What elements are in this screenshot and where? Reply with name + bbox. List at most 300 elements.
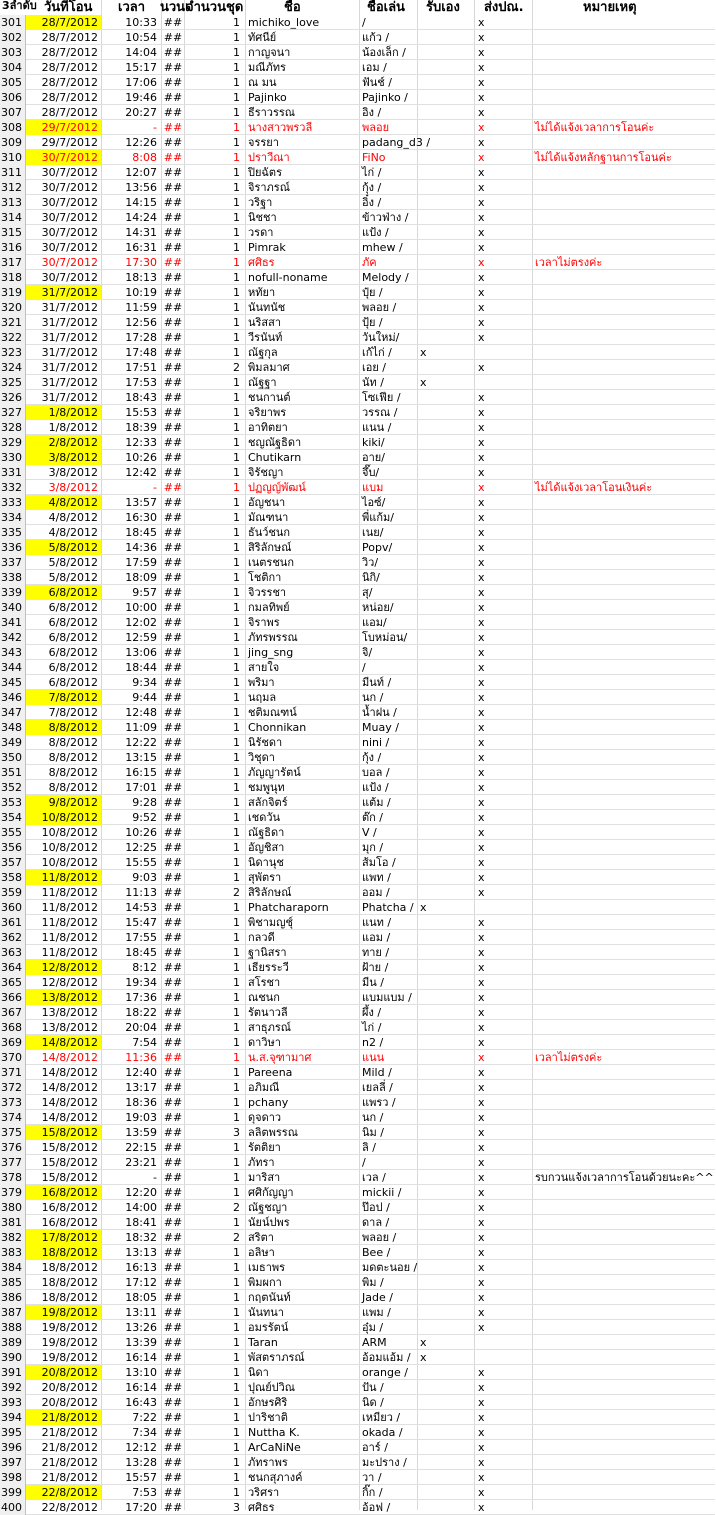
time-cell[interactable]: 18:05	[125, 1291, 157, 1304]
row-number[interactable]: 342	[0, 630, 26, 645]
nickname-cell[interactable]: เก้ไก่ /	[362, 346, 392, 359]
date-cell[interactable]: 4/8/2012	[48, 526, 98, 539]
time-cell[interactable]: 12:02	[125, 616, 157, 629]
date-cell[interactable]: 30/7/2012	[41, 166, 98, 179]
nickname-cell[interactable]: Jade /	[362, 1291, 393, 1304]
nickname-cell[interactable]: เอย /	[362, 361, 387, 374]
quantity-cell[interactable]: 1	[233, 31, 240, 44]
ship-cell[interactable]: x	[478, 181, 485, 194]
name-cell[interactable]: ดุจดาว	[248, 1111, 282, 1124]
hash-cell[interactable]: ##	[163, 1306, 183, 1319]
time-cell[interactable]: 9:57	[132, 586, 157, 599]
quantity-cell[interactable]: 1	[233, 901, 240, 914]
date-cell[interactable]: 7/8/2012	[48, 706, 98, 719]
note-cell[interactable]	[534, 765, 716, 780]
note-cell[interactable]	[534, 720, 716, 735]
row-number[interactable]: 389	[0, 1335, 26, 1350]
date-cell[interactable]: 10/8/2012	[41, 856, 98, 869]
hash-cell[interactable]: ##	[163, 226, 183, 239]
quantity-cell[interactable]: 1	[233, 61, 240, 74]
ship-cell[interactable]: x	[478, 661, 485, 674]
date-cell[interactable]: 15/8/2012	[26, 1125, 101, 1140]
date-cell[interactable]: 28/7/2012	[41, 31, 98, 44]
row-number[interactable]: 397	[0, 1455, 26, 1470]
date-cell[interactable]: 8/8/2012	[48, 736, 98, 749]
row-number[interactable]: 333	[0, 495, 26, 510]
note-cell[interactable]	[534, 1335, 716, 1350]
nickname-cell[interactable]: กุ้ง /	[362, 751, 382, 764]
name-cell[interactable]: จริยาพร	[248, 406, 287, 419]
name-cell[interactable]: กาญจนา	[248, 46, 291, 59]
pickup-cell[interactable]	[418, 165, 475, 180]
nickname-cell[interactable]: แป้ง /	[362, 781, 389, 794]
time-cell[interactable]: 10:19	[125, 286, 157, 299]
date-cell[interactable]: 16/8/2012	[41, 1201, 98, 1214]
pickup-cell[interactable]	[418, 120, 475, 135]
row-number[interactable]: 394	[0, 1410, 26, 1425]
nickname-cell[interactable]: อาย/	[362, 451, 385, 464]
name-cell[interactable]: พิชามญชุ์	[248, 916, 293, 929]
quantity-cell[interactable]: 1	[233, 286, 240, 299]
hash-cell[interactable]: ##	[163, 571, 183, 584]
note-cell[interactable]	[534, 945, 716, 960]
quantity-cell[interactable]: 1	[233, 1336, 240, 1349]
quantity-cell[interactable]: 1	[233, 316, 240, 329]
row-number[interactable]: 314	[0, 210, 26, 225]
row-number[interactable]: 376	[0, 1140, 26, 1155]
name-cell[interactable]: สายใจ	[248, 661, 280, 674]
time-cell[interactable]: 17:53	[125, 376, 157, 389]
nickname-cell[interactable]: แพม /	[362, 1306, 391, 1319]
date-cell[interactable]: 13/8/2012	[26, 990, 101, 1005]
note-cell[interactable]	[534, 900, 716, 915]
quantity-cell[interactable]: 1	[233, 1441, 240, 1454]
time-cell[interactable]: 14:53	[125, 901, 157, 914]
nickname-cell[interactable]: มะปราง /	[362, 1456, 407, 1469]
time-cell[interactable]: 16:15	[125, 766, 157, 779]
hash-cell[interactable]: ##	[163, 181, 183, 194]
time-cell[interactable]: 23:21	[125, 1156, 157, 1169]
pickup-cell[interactable]	[418, 1170, 475, 1185]
date-cell[interactable]: 11/8/2012	[41, 931, 98, 944]
name-cell[interactable]: อัญชิสา	[248, 841, 285, 854]
pickup-cell[interactable]	[418, 885, 475, 900]
pickup-cell[interactable]	[418, 315, 475, 330]
pickup-cell[interactable]	[418, 810, 475, 825]
name-cell[interactable]: ณชนก	[248, 991, 280, 1004]
time-cell[interactable]: 17:36	[125, 991, 157, 1004]
ship-cell[interactable]: x	[478, 1081, 485, 1094]
hash-cell[interactable]: ##	[163, 331, 183, 344]
ship-cell[interactable]: x	[478, 1441, 485, 1454]
nickname-cell[interactable]: เยลลี่ /	[362, 1081, 393, 1094]
name-cell[interactable]: เมธาพร	[248, 1261, 286, 1274]
date-cell[interactable]: 5/8/2012	[26, 540, 101, 555]
time-cell[interactable]: 17:55	[125, 931, 157, 944]
pickup-cell[interactable]	[418, 1110, 475, 1125]
quantity-cell[interactable]: 1	[233, 1351, 240, 1364]
ship-cell[interactable]: x	[478, 601, 485, 614]
time-cell[interactable]: 19:46	[125, 91, 157, 104]
hash-cell[interactable]: ##	[163, 406, 183, 419]
name-cell[interactable]: Taran	[248, 1336, 278, 1349]
date-cell[interactable]: 10/8/2012	[41, 841, 98, 854]
pickup-cell[interactable]: x	[420, 346, 427, 359]
quantity-cell[interactable]: 1	[233, 1276, 240, 1289]
hash-cell[interactable]: ##	[163, 1051, 183, 1064]
hash-cell[interactable]: ##	[163, 601, 183, 614]
hash-cell[interactable]: ##	[163, 436, 183, 449]
note-cell[interactable]	[534, 405, 716, 420]
hash-cell[interactable]: ##	[163, 421, 183, 434]
row-number[interactable]: 372	[0, 1080, 26, 1095]
name-cell[interactable]: นริสสา	[248, 316, 282, 329]
quantity-cell[interactable]: 1	[233, 271, 240, 284]
ship-cell[interactable]: x	[478, 541, 485, 554]
note-cell[interactable]	[534, 825, 716, 840]
date-cell[interactable]: 6/8/2012	[48, 631, 98, 644]
pickup-cell[interactable]	[418, 1365, 475, 1380]
quantity-cell[interactable]: 1	[233, 781, 240, 794]
quantity-cell[interactable]: 1	[233, 961, 240, 974]
hash-cell[interactable]: ##	[163, 1351, 183, 1364]
hash-cell[interactable]: ##	[163, 1381, 183, 1394]
note-cell[interactable]	[534, 390, 716, 405]
note-cell[interactable]	[534, 1155, 716, 1170]
note-cell[interactable]	[534, 1410, 716, 1425]
pickup-cell[interactable]	[418, 735, 475, 750]
note-cell[interactable]: ไม่ได้แจ้งหลักฐานการโอนค่ะ	[535, 151, 672, 164]
row-number[interactable]: 338	[0, 570, 26, 585]
ship-cell[interactable]: x	[478, 1471, 485, 1484]
name-cell[interactable]: นันทนา	[248, 1306, 284, 1319]
note-cell[interactable]	[534, 750, 716, 765]
header-name[interactable]: ชื่อ	[284, 0, 301, 15]
pickup-cell[interactable]	[418, 1050, 475, 1065]
hash-cell[interactable]: ##	[163, 61, 183, 74]
hash-cell[interactable]: ##	[163, 1096, 183, 1109]
date-cell[interactable]: 3/8/2012	[48, 466, 98, 479]
nickname-cell[interactable]: เอม /	[362, 61, 387, 74]
hash-cell[interactable]: ##	[163, 706, 183, 719]
row-number[interactable]: 396	[0, 1440, 26, 1455]
ship-cell[interactable]: x	[478, 271, 485, 284]
nickname-cell[interactable]: ไก่ /	[362, 1021, 382, 1034]
nickname-cell[interactable]: แนน /	[362, 421, 392, 434]
pickup-cell[interactable]	[418, 1455, 475, 1470]
row-number[interactable]: 385	[0, 1275, 26, 1290]
row-number[interactable]: 367	[0, 1005, 26, 1020]
hash-cell[interactable]: ##	[163, 1471, 183, 1484]
note-cell[interactable]	[534, 525, 716, 540]
note-cell[interactable]	[534, 1245, 716, 1260]
hash-cell[interactable]: ##	[163, 481, 183, 494]
hash-cell[interactable]: ##	[163, 1171, 183, 1184]
ship-cell[interactable]: x	[478, 961, 485, 974]
nickname-cell[interactable]: นิม /	[362, 1126, 384, 1139]
pickup-cell[interactable]	[418, 705, 475, 720]
hash-cell[interactable]: ##	[163, 826, 183, 839]
quantity-cell[interactable]: 1	[233, 481, 240, 494]
time-cell[interactable]: 9:28	[132, 796, 157, 809]
row-number[interactable]: 337	[0, 555, 26, 570]
ship-cell[interactable]: x	[478, 571, 485, 584]
pickup-cell[interactable]	[418, 1440, 475, 1455]
quantity-cell[interactable]: 1	[233, 46, 240, 59]
pickup-cell[interactable]	[418, 870, 475, 885]
quantity-cell[interactable]: 1	[233, 256, 240, 269]
pickup-cell[interactable]	[418, 330, 475, 345]
nickname-cell[interactable]: ฝ้าย /	[362, 961, 389, 974]
name-cell[interactable]: เนตรชนก	[248, 556, 294, 569]
date-cell[interactable]: 19/8/2012	[41, 1336, 98, 1349]
name-cell[interactable]: โชติกา	[248, 571, 282, 584]
row-number[interactable]: 344	[0, 660, 26, 675]
nickname-cell[interactable]: จิ/	[362, 646, 373, 659]
note-cell[interactable]	[534, 645, 716, 660]
header-time[interactable]: เวลา	[118, 0, 146, 15]
note-cell[interactable]	[534, 1425, 716, 1440]
date-cell[interactable]: 21/8/2012	[41, 1456, 98, 1469]
pickup-cell[interactable]	[418, 645, 475, 660]
name-cell[interactable]: ศศิธร	[248, 1501, 275, 1514]
time-cell[interactable]: 17:59	[125, 556, 157, 569]
note-cell[interactable]	[534, 1320, 716, 1335]
time-cell[interactable]: 13:26	[125, 1321, 157, 1334]
time-cell[interactable]: 11:36	[125, 1051, 157, 1064]
quantity-cell[interactable]: 1	[233, 1471, 240, 1484]
date-cell[interactable]: 21/8/2012	[41, 1471, 98, 1484]
date-cell[interactable]: 31/7/2012	[41, 376, 98, 389]
name-cell[interactable]: นิชชา	[248, 211, 277, 224]
pickup-cell[interactable]	[418, 1200, 475, 1215]
date-cell[interactable]: 7/8/2012	[26, 690, 101, 705]
pickup-cell[interactable]: x	[420, 1336, 427, 1349]
quantity-cell[interactable]: 1	[233, 1381, 240, 1394]
time-cell[interactable]: 15:17	[125, 61, 157, 74]
time-cell[interactable]: 12:26	[125, 136, 157, 149]
quantity-cell[interactable]: 1	[233, 826, 240, 839]
hash-cell[interactable]: ##	[163, 1141, 183, 1154]
hash-cell[interactable]: ##	[163, 556, 183, 569]
pickup-cell[interactable]	[418, 1005, 475, 1020]
date-cell[interactable]: 15/8/2012	[41, 1171, 98, 1184]
name-cell[interactable]: pchany	[248, 1096, 289, 1109]
row-number[interactable]: 361	[0, 915, 26, 930]
name-cell[interactable]: ศศิกัญญา	[248, 1186, 294, 1199]
nickname-cell[interactable]: Popv/	[362, 541, 393, 554]
pickup-cell[interactable]	[418, 360, 475, 375]
time-cell[interactable]: 10:26	[125, 826, 157, 839]
date-cell[interactable]: 16/8/2012	[41, 1216, 98, 1229]
pickup-cell[interactable]	[418, 450, 475, 465]
header-qty[interactable]: จำนวนชุด	[186, 0, 244, 15]
note-cell[interactable]	[534, 330, 716, 345]
nickname-cell[interactable]: n2 /	[362, 1036, 384, 1049]
ship-cell[interactable]: x	[478, 676, 485, 689]
row-number[interactable]: 398	[0, 1470, 26, 1485]
hash-cell[interactable]: ##	[163, 916, 183, 929]
note-cell[interactable]	[534, 360, 716, 375]
nickname-cell[interactable]: วิว/	[362, 556, 379, 569]
ship-cell[interactable]: x	[478, 916, 485, 929]
name-cell[interactable]: ปราวีณา	[248, 151, 290, 164]
nickname-cell[interactable]: kiki/	[362, 436, 385, 449]
date-cell[interactable]: 28/7/2012	[41, 76, 98, 89]
note-cell[interactable]	[534, 1275, 716, 1290]
name-cell[interactable]: ชนกานต์	[248, 391, 291, 404]
nickname-cell[interactable]: ปัน /	[362, 1381, 384, 1394]
date-cell[interactable]: 20/8/2012	[41, 1396, 98, 1409]
ship-cell[interactable]: x	[478, 1321, 485, 1334]
row-number[interactable]: 350	[0, 750, 26, 765]
row-number[interactable]: 379	[0, 1185, 26, 1200]
note-cell[interactable]	[534, 1485, 716, 1500]
ship-cell[interactable]: x	[478, 1501, 485, 1514]
quantity-cell[interactable]: 1	[233, 241, 240, 254]
note-cell[interactable]	[534, 870, 716, 885]
pickup-cell[interactable]	[418, 90, 475, 105]
date-cell[interactable]: 28/7/2012	[41, 91, 98, 104]
row-number[interactable]: 336	[0, 540, 26, 555]
nickname-cell[interactable]: แอม/	[362, 616, 387, 629]
row-number[interactable]: 366	[0, 990, 26, 1005]
quantity-cell[interactable]: 1	[233, 391, 240, 404]
quantity-cell[interactable]: 1	[233, 421, 240, 434]
ship-cell[interactable]	[476, 1335, 533, 1350]
ship-cell[interactable]: x	[478, 931, 485, 944]
nickname-cell[interactable]: วรรณ /	[362, 406, 398, 419]
date-cell[interactable]: 14/8/2012	[41, 1096, 98, 1109]
hash-cell[interactable]: ##	[163, 1261, 183, 1274]
nickname-cell[interactable]: mickii /	[362, 1186, 402, 1199]
note-cell[interactable]	[534, 1290, 716, 1305]
nickname-cell[interactable]: พลอย /	[362, 301, 397, 314]
note-cell[interactable]	[534, 1110, 716, 1125]
time-cell[interactable]: 18:43	[125, 391, 157, 404]
nickname-cell[interactable]: ทาย /	[362, 946, 390, 959]
time-cell[interactable]: 17:48	[125, 346, 157, 359]
note-cell[interactable]: เวลาไม่ตรงค่ะ	[535, 256, 603, 269]
pickup-cell[interactable]	[418, 405, 475, 420]
quantity-cell[interactable]: 1	[233, 691, 240, 704]
nickname-cell[interactable]: Muay /	[362, 721, 399, 734]
quantity-cell[interactable]: 1	[233, 676, 240, 689]
time-cell[interactable]: 14:24	[125, 211, 157, 224]
pickup-cell[interactable]	[418, 570, 475, 585]
date-cell[interactable]: 14/8/2012	[26, 1035, 101, 1050]
pickup-cell[interactable]	[418, 480, 475, 495]
date-cell[interactable]: 8/8/2012	[48, 751, 98, 764]
name-cell[interactable]: น.ส.จุฑามาศ	[248, 1051, 312, 1064]
hash-cell[interactable]: ##	[163, 766, 183, 779]
hash-cell[interactable]: ##	[163, 121, 183, 134]
ship-cell[interactable]: x	[478, 1231, 485, 1244]
nickname-cell[interactable]: วันใหม่/	[362, 331, 400, 344]
time-cell[interactable]: 17:20	[125, 1501, 157, 1514]
pickup-cell[interactable]	[418, 60, 475, 75]
ship-cell[interactable]	[476, 900, 533, 915]
nickname-cell[interactable]: อ้อฟ /	[362, 1501, 391, 1514]
quantity-cell[interactable]: 1	[233, 526, 240, 539]
row-number[interactable]: 328	[0, 420, 26, 435]
name-cell[interactable]: ภัญญารัตน์	[248, 766, 301, 779]
quantity-cell[interactable]: 1	[233, 76, 240, 89]
pickup-cell[interactable]	[418, 255, 475, 270]
ship-cell[interactable]: x	[478, 436, 485, 449]
ship-cell[interactable]: x	[478, 151, 485, 164]
quantity-cell[interactable]: 1	[233, 136, 240, 149]
hash-cell[interactable]: ##	[163, 856, 183, 869]
ship-cell[interactable]: x	[478, 1381, 485, 1394]
hash-cell[interactable]: ##	[163, 1441, 183, 1454]
pickup-cell[interactable]	[418, 195, 475, 210]
ship-cell[interactable]: x	[478, 586, 485, 599]
pickup-cell[interactable]	[418, 1020, 475, 1035]
nickname-cell[interactable]: V /	[362, 826, 377, 839]
date-cell[interactable]: 10/8/2012	[26, 810, 101, 825]
hash-cell[interactable]: ##	[163, 166, 183, 179]
date-cell[interactable]: 5/8/2012	[48, 556, 98, 569]
date-cell[interactable]: 11/8/2012	[41, 916, 98, 929]
name-cell[interactable]: นางสาวพรวลี	[248, 121, 313, 134]
note-cell[interactable]	[534, 705, 716, 720]
quantity-cell[interactable]: 1	[233, 121, 240, 134]
pickup-cell[interactable]	[418, 1065, 475, 1080]
hash-cell[interactable]: ##	[163, 91, 183, 104]
nickname-cell[interactable]: padang_d3 /	[362, 136, 431, 149]
date-cell[interactable]: 30/7/2012	[41, 226, 98, 239]
row-number[interactable]: 313	[0, 195, 26, 210]
hash-cell[interactable]: ##	[163, 196, 183, 209]
row-number[interactable]: 363	[0, 945, 26, 960]
time-cell[interactable]: 13:57	[125, 496, 157, 509]
ship-cell[interactable]: x	[478, 106, 485, 119]
note-cell[interactable]	[534, 1005, 716, 1020]
name-cell[interactable]: นัยน์ปพร	[248, 1216, 290, 1229]
pickup-cell[interactable]	[418, 795, 475, 810]
name-cell[interactable]: Chonnikan	[248, 721, 307, 734]
row-number[interactable]: 369	[0, 1035, 26, 1050]
ship-cell[interactable]: x	[478, 1456, 485, 1469]
hash-cell[interactable]: ##	[163, 1156, 183, 1169]
nickname-cell[interactable]: วา /	[362, 1471, 382, 1484]
ship-cell[interactable]: x	[478, 781, 485, 794]
quantity-cell[interactable]: 1	[233, 166, 240, 179]
quantity-cell[interactable]: 1	[233, 211, 240, 224]
date-cell[interactable]: 30/7/2012	[26, 150, 101, 165]
note-cell[interactable]	[534, 615, 716, 630]
date-cell[interactable]: 8/8/2012	[26, 720, 101, 735]
name-cell[interactable]: พริมา	[248, 676, 275, 689]
quantity-cell[interactable]: 1	[233, 1261, 240, 1274]
pickup-cell[interactable]	[418, 1125, 475, 1140]
time-cell[interactable]: 9:52	[132, 811, 157, 824]
hash-cell[interactable]: ##	[163, 946, 183, 959]
pickup-cell[interactable]	[418, 45, 475, 60]
nickname-cell[interactable]: แพรว /	[362, 1096, 396, 1109]
row-number[interactable]: 311	[0, 165, 26, 180]
quantity-cell[interactable]: 1	[233, 406, 240, 419]
nickname-cell[interactable]: พลอย /	[362, 1231, 397, 1244]
hash-cell[interactable]: ##	[163, 736, 183, 749]
note-cell[interactable]	[534, 1140, 716, 1155]
name-cell[interactable]: ศศิธร	[248, 256, 275, 269]
name-cell[interactable]: ทัศนีย์	[248, 31, 277, 44]
quantity-cell[interactable]: 1	[233, 511, 240, 524]
name-cell[interactable]: วริศรา	[248, 1486, 280, 1499]
name-cell[interactable]: Pimrak	[248, 241, 286, 254]
